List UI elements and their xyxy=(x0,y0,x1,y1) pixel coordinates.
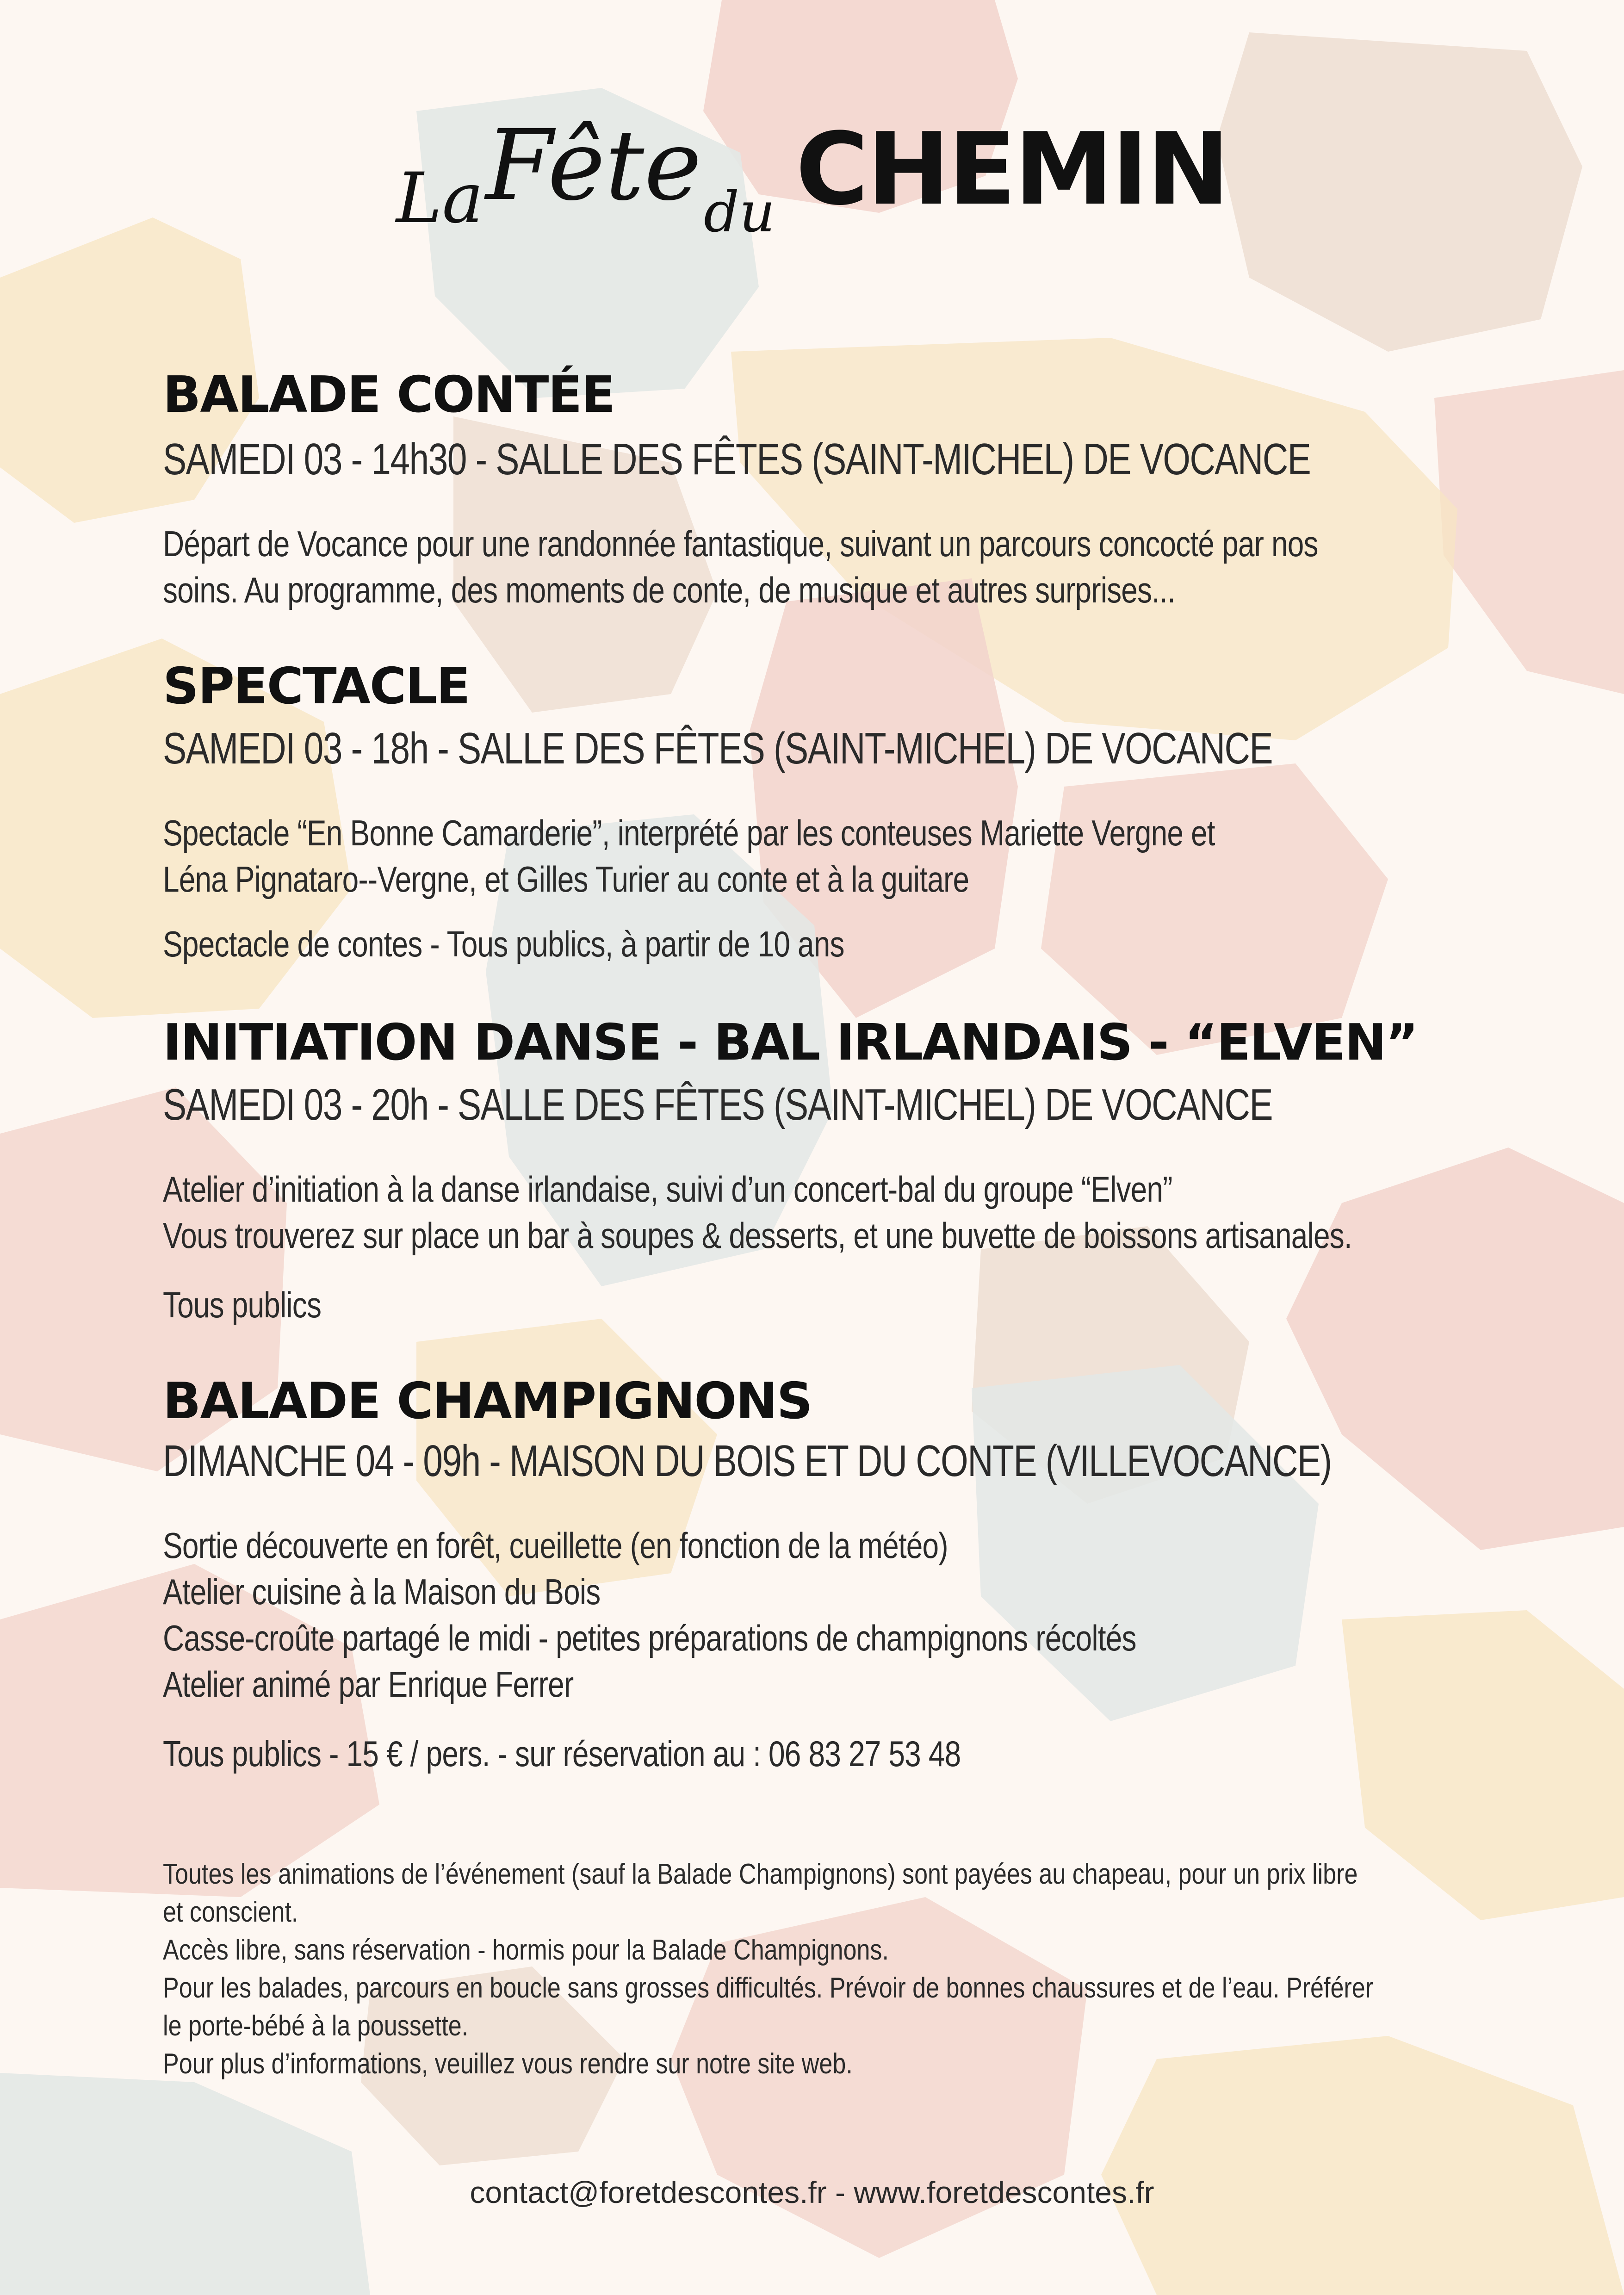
footer-contact xyxy=(0,2175,1624,2210)
note-line: Pour les balades, parcours en boucle sans grosses difficultés. Prévoir de bonnes chaussures et de l’eau. Préférer xyxy=(163,1972,1374,2004)
title-du: du xyxy=(704,180,775,245)
note-line: Accès libre, sans réservation - hormis pour la Balade Champignons. xyxy=(163,1934,889,1966)
description-line: Atelier cuisine à la Maison du Bois xyxy=(163,1571,601,1612)
description-line: Sortie découverte en forêt, cueillette (en fonction de la météo) xyxy=(163,1525,948,1566)
note-line: Toutes les animations de l’événement (sauf la Balade Champignons) sont payées au chapeau, pour un prix libre xyxy=(163,1858,1358,1890)
event-title-balade-contee: BALADE CONTÉE xyxy=(163,366,615,424)
general-notes xyxy=(163,1855,1373,2083)
note-line: le porte-bébé à la poussette. xyxy=(163,2010,469,2042)
description-line: Atelier animé par Enrique Ferrer xyxy=(163,1664,574,1705)
event-title-balade-champignons: BALADE CHAMPIGNONS xyxy=(163,1372,812,1430)
event-audience-spectacle: Spectacle de contes - Tous publics, à partir de 10 ans xyxy=(163,924,844,964)
description-line: Départ de Vocance pour une randonnée fantastique, suivant un parcours concocté par nos xyxy=(163,523,1318,564)
title-chemin: CHEMIN xyxy=(795,111,1228,227)
description-line: Léna Pignataro--Vergne, et Gilles Turier au conte et à la guitare xyxy=(163,859,969,899)
event-description-balade-champignons xyxy=(163,1522,1136,1707)
note-line: Pour plus d’informations, veuillez vous rendre sur notre site web. xyxy=(163,2048,853,2080)
event-date-balade-contee: SAMEDI 03 - 14h30 - SALLE DES FÊTES (SAINT-MICHEL) DE VOCANCE xyxy=(163,434,1311,484)
description-line: Spectacle “En Bonne Camarderie”, interprété par les conteuses Mariette Vergne et xyxy=(163,813,1215,853)
event-date-balade-champignons: DIMANCHE 04 - 09h - MAISON DU BOIS ET DU CONTE (VILLEVOCANCE) xyxy=(163,1436,1332,1486)
footer-separator: - xyxy=(826,2175,854,2209)
description-line: Atelier d’initiation à la danse irlandaise, suivi d’un concert-bal du groupe “Elven” xyxy=(163,1169,1172,1210)
event-title-initiation-danse: INITIATION DANSE - BAL IRLANDAIS - “ELVEN” xyxy=(163,1014,1418,1072)
event-audience-initiation-danse: Tous publics xyxy=(163,1284,322,1325)
title-la: La xyxy=(396,158,483,239)
event-description-initiation-danse xyxy=(163,1166,1352,1259)
description-line: soins. Au programme, des moments de conte, de musique et autres surprises... xyxy=(163,570,1176,610)
event-description-spectacle xyxy=(163,810,1215,902)
event-title xyxy=(0,111,1624,268)
event-title-spectacle: SPECTACLE xyxy=(163,657,470,715)
website-link[interactable]: www.foretdescontes.fr xyxy=(854,2175,1154,2209)
event-date-initiation-danse: SAMEDI 03 - 20h - SALLE DES FÊTES (SAINT-MICHEL) DE VOCANCE xyxy=(163,1080,1272,1129)
event-pricing-balade-champignons: Tous publics - 15 € / pers. - sur réservation au : 06 83 27 53 48 xyxy=(163,1733,961,1774)
title-fete: Fête xyxy=(485,109,702,222)
note-line: et conscient. xyxy=(163,1896,298,1928)
event-date-spectacle: SAMEDI 03 - 18h - SALLE DES FÊTES (SAINT-MICHEL) DE VOCANCE xyxy=(163,724,1272,773)
event-description-balade-contee xyxy=(163,521,1318,613)
description-line: Casse-croûte partagé le midi - petites préparations de champignons récoltés xyxy=(163,1618,1136,1658)
contact-email-link[interactable]: contact@foretdescontes.fr xyxy=(470,2175,827,2209)
description-line: Vous trouverez sur place un bar à soupes & desserts, et une buvette de boissons artisanales. xyxy=(163,1215,1352,1256)
